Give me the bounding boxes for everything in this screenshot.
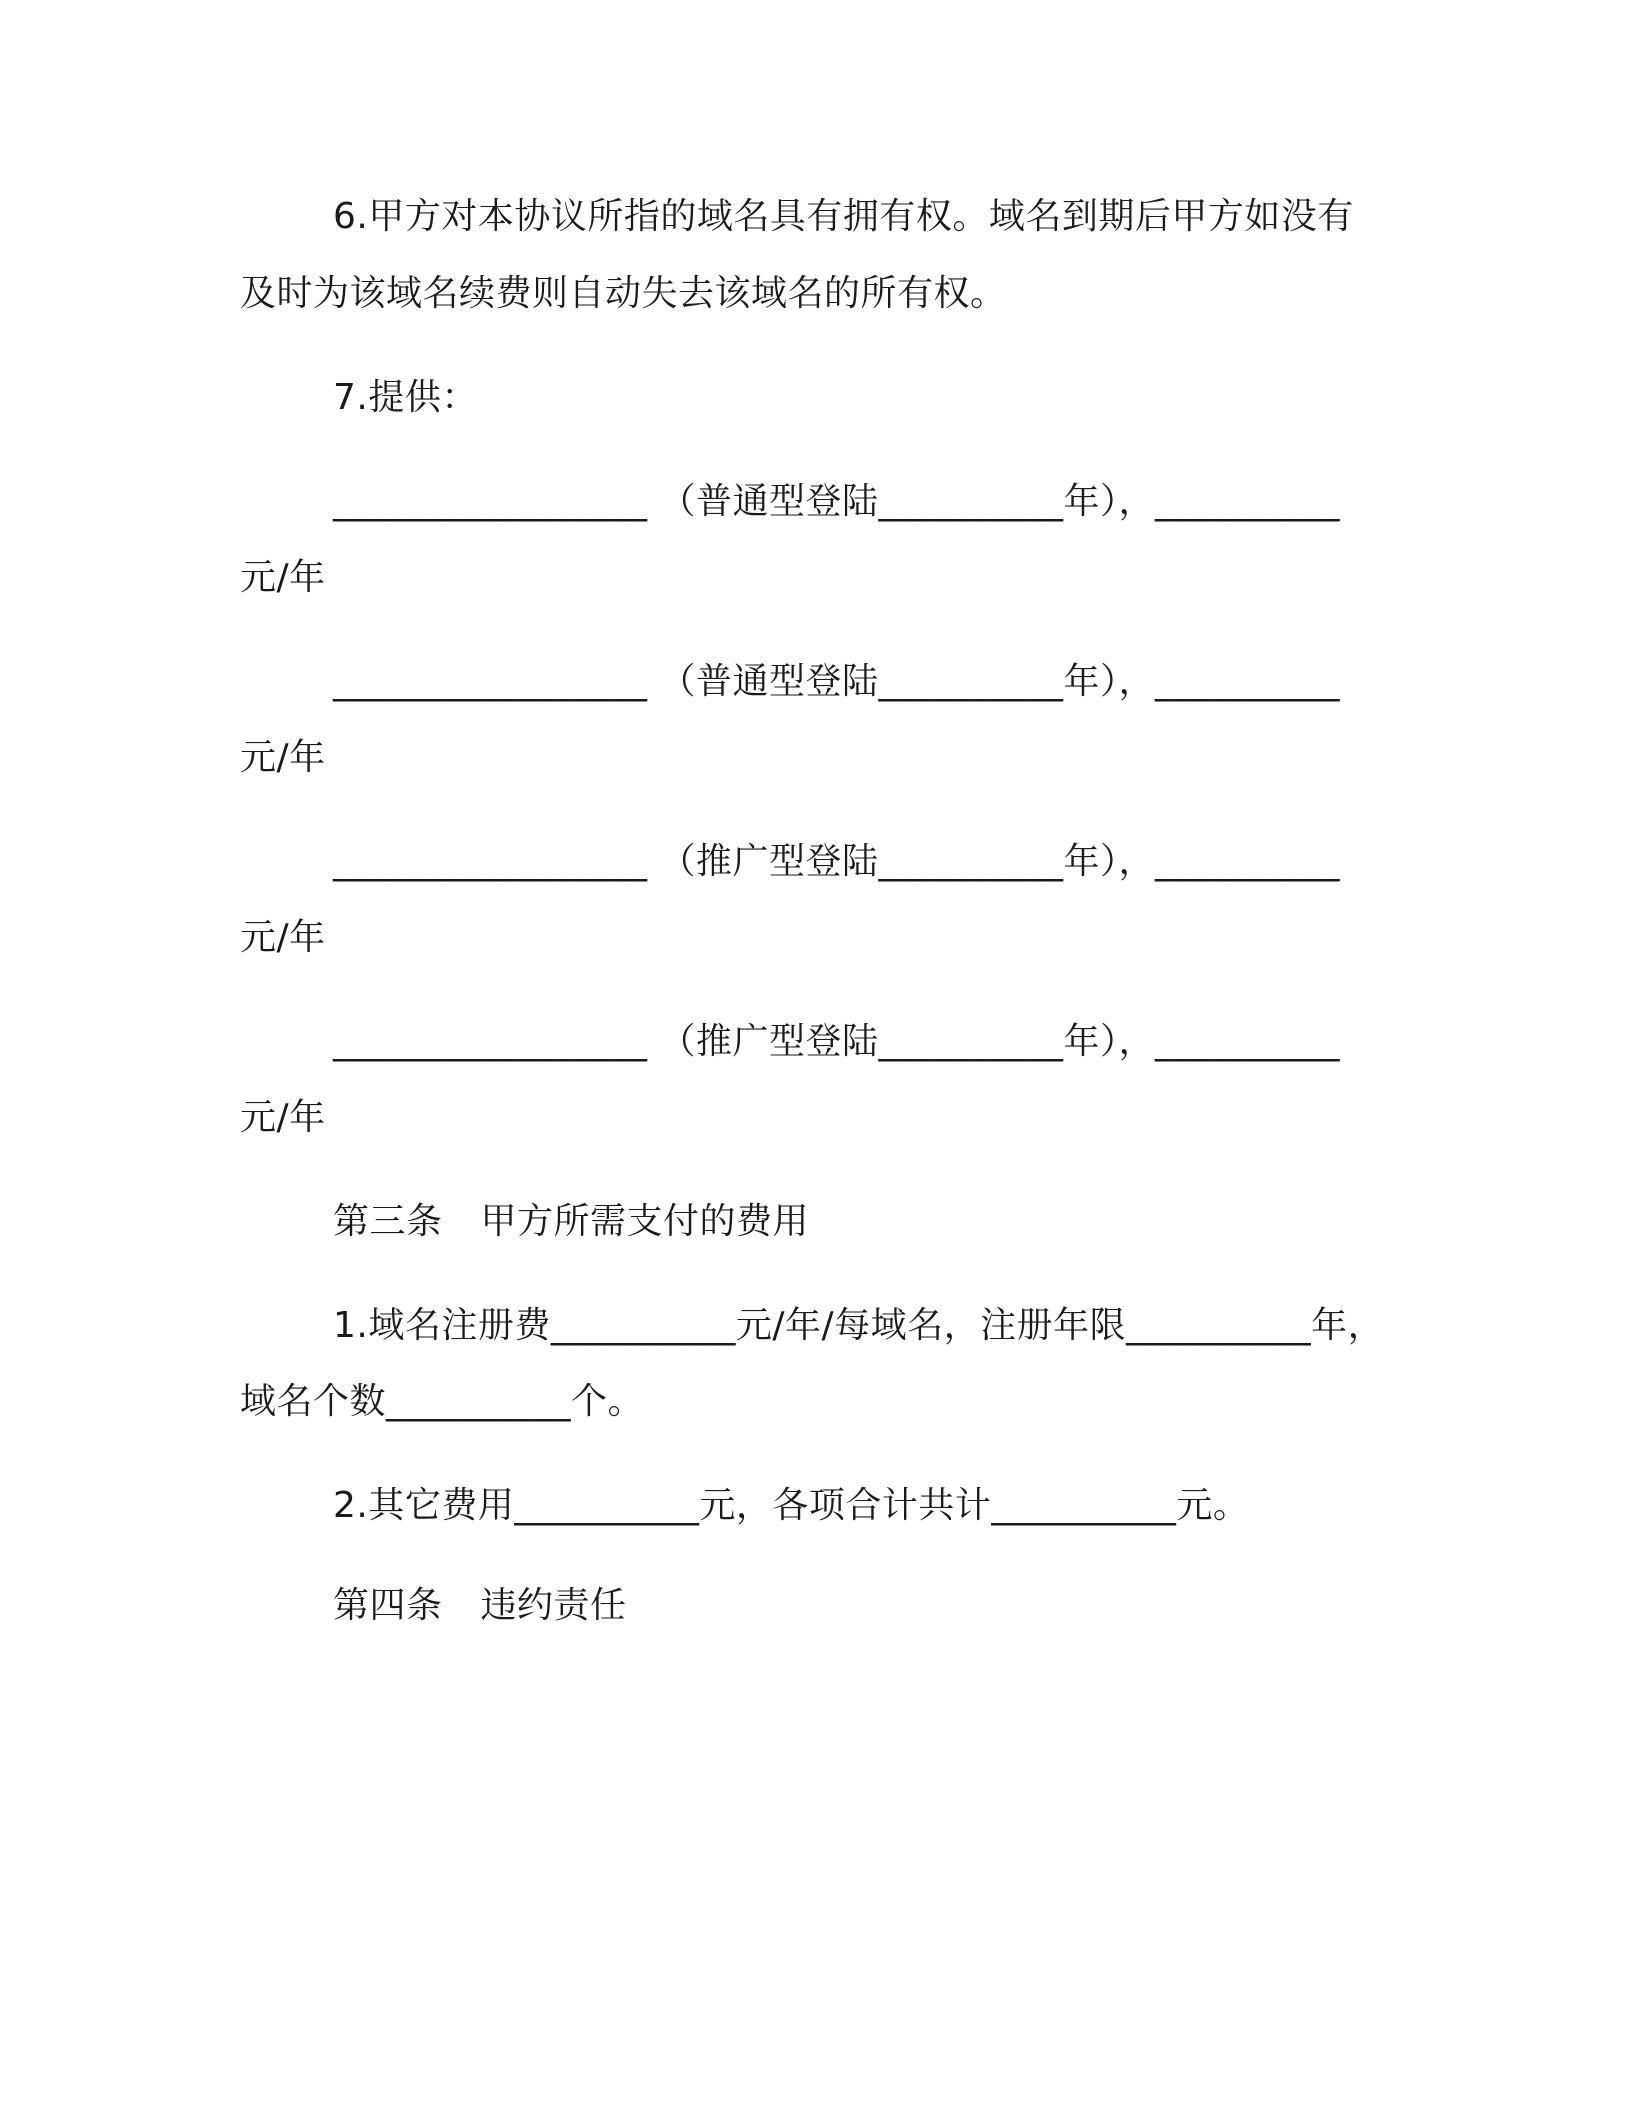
fee-row-2-unit: 元/年 <box>240 737 326 778</box>
fee-row-3: _________________ （推广型登陆__________年），__________ <box>333 841 1340 882</box>
fee-row-1: _________________ （普通型登陆__________年），__________ <box>333 481 1340 522</box>
article3-item1-line1: 1.域名注册费__________元/年/每域名，注册年限__________年， <box>333 1305 1385 1346</box>
clause7-heading: 7.提供： <box>333 377 478 418</box>
article4-title: 违约责任 <box>480 1585 627 1626</box>
clause6-line2: 及时为该域名续费则自动失去该域名的所有权。 <box>240 273 1007 314</box>
clause6-line1: 6.甲方对本协议所指的域名具有拥有权。域名到期后甲方如没有 <box>333 196 1354 237</box>
fee-row-3-unit: 元/年 <box>240 917 326 958</box>
article3-title: 甲方所需支付的费用 <box>480 1201 810 1242</box>
fee-row-1-unit: 元/年 <box>240 557 326 598</box>
article4-heading <box>333 1582 627 1630</box>
article3-item2: 2.其它费用__________元，各项合计共计__________元。 <box>333 1485 1250 1526</box>
article3-heading <box>333 1198 809 1246</box>
article4-number: 第四条 <box>333 1585 443 1626</box>
fee-row-2: _________________ （普通型登陆__________年），__________ <box>333 661 1340 702</box>
fee-row-4: _________________ （推广型登陆__________年），__________ <box>333 1021 1340 1062</box>
article3-item1-line2: 域名个数__________个。 <box>240 1381 645 1422</box>
article3-number: 第三条 <box>333 1201 443 1242</box>
fee-row-4-unit: 元/年 <box>240 1097 326 1138</box>
